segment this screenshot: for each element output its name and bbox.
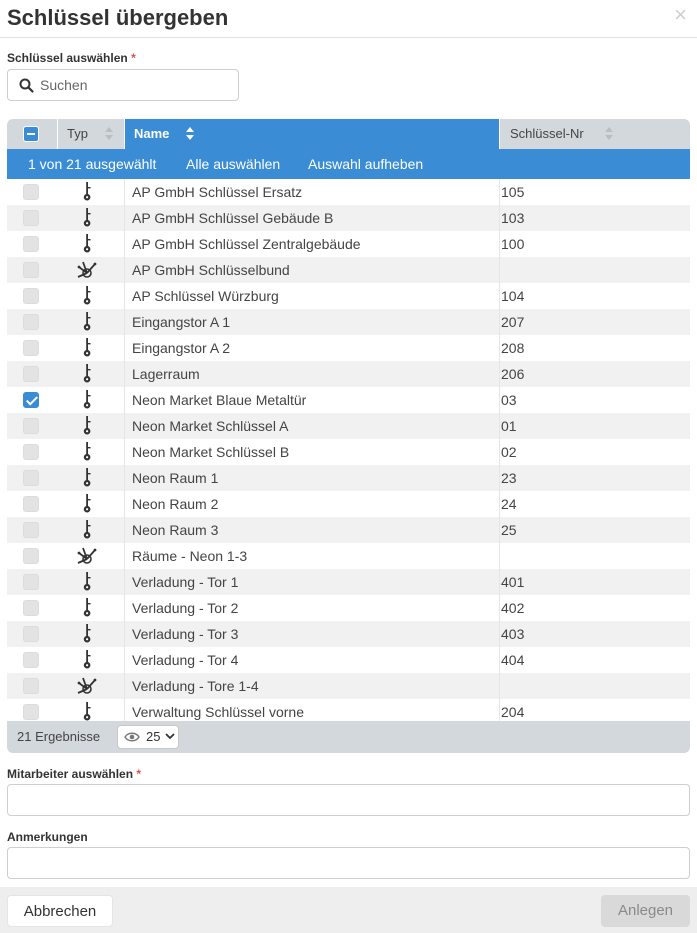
row-name: AP GmbH Schlüssel Zentralgebäude	[132, 236, 361, 252]
row-checkbox[interactable]	[23, 626, 39, 642]
row-number: 105	[501, 184, 525, 200]
row-number: 24	[501, 496, 517, 512]
column-divider	[499, 335, 500, 361]
employee-field[interactable]	[7, 784, 690, 816]
column-divider	[124, 283, 125, 309]
table-row[interactable]	[7, 361, 690, 387]
grid-footer	[7, 721, 690, 753]
row-name: Lagerraum	[132, 366, 200, 382]
column-divider	[124, 335, 125, 361]
key-icon	[73, 233, 103, 255]
page-size-select[interactable]	[117, 725, 179, 749]
row-checkbox[interactable]	[23, 314, 39, 330]
header-number-label: Schlüssel-Nr	[510, 126, 584, 141]
row-checkbox[interactable]	[23, 392, 39, 408]
column-divider	[499, 257, 500, 283]
dialog-title: Schlüssel übergeben	[7, 5, 229, 30]
row-number: 103	[501, 210, 525, 226]
close-icon[interactable]: ×	[674, 2, 687, 27]
result-count: 21 Ergebnisse	[17, 729, 101, 744]
column-divider	[499, 283, 500, 309]
required-mark: *	[131, 51, 136, 65]
row-number: 02	[501, 444, 517, 460]
table-row[interactable]	[7, 517, 690, 543]
row-name: Neon Raum 2	[132, 496, 219, 512]
row-name: Neon Raum 3	[132, 522, 219, 538]
column-divider	[499, 517, 500, 543]
column-divider	[499, 205, 500, 231]
key-icon	[73, 649, 103, 671]
row-name: Verladung - Tor 4	[132, 652, 239, 668]
row-checkbox[interactable]	[23, 470, 39, 486]
keys-grid	[7, 119, 690, 753]
table-row[interactable]	[7, 179, 690, 205]
notes-field[interactable]	[7, 847, 690, 879]
row-name: Verladung - Tor 2	[132, 600, 239, 616]
column-divider	[124, 361, 125, 387]
dialog-footer	[0, 887, 697, 933]
column-divider	[124, 465, 125, 491]
row-name: Neon Market Schlüssel B	[132, 444, 290, 460]
row-name: Eingangstor A 1	[132, 314, 231, 330]
column-divider	[124, 569, 125, 595]
row-checkbox[interactable]	[23, 184, 39, 200]
table-row[interactable]	[7, 621, 690, 647]
row-checkbox[interactable]	[23, 444, 39, 460]
table-row[interactable]	[7, 543, 690, 569]
header-name[interactable]	[124, 119, 499, 149]
column-divider	[499, 231, 500, 257]
key-icon	[73, 363, 103, 385]
row-name: Verladung - Tor 1	[132, 574, 239, 590]
key-icon	[73, 597, 103, 619]
table-row[interactable]	[7, 257, 690, 283]
key-icon	[73, 285, 103, 307]
row-name: AP GmbH Schlüsselbund	[132, 262, 290, 278]
header-type[interactable]	[57, 119, 124, 149]
column-divider	[124, 491, 125, 517]
key-icon	[73, 389, 103, 411]
table-row[interactable]	[7, 387, 690, 413]
key-select-label-text: Schlüssel auswählen	[7, 51, 128, 65]
table-row[interactable]	[7, 569, 690, 595]
select-all-link[interactable]: Alle auswählen	[186, 156, 281, 172]
row-name: Neon Market Schlüssel A	[132, 418, 289, 434]
row-name: AP Schlüssel Würzburg	[132, 288, 279, 304]
column-divider	[499, 673, 500, 699]
column-divider	[499, 647, 500, 673]
table-row[interactable]	[7, 465, 690, 491]
header-name-label: Name	[134, 126, 170, 141]
key-icon	[73, 701, 103, 723]
row-checkbox[interactable]	[23, 496, 39, 512]
table-row[interactable]	[7, 673, 690, 699]
column-divider	[499, 387, 500, 413]
column-divider	[499, 179, 500, 205]
row-number: 403	[501, 626, 525, 642]
column-divider	[499, 361, 500, 387]
key-icon	[73, 337, 103, 359]
keyring-icon	[73, 545, 103, 567]
column-divider	[124, 309, 125, 335]
table-row[interactable]	[7, 231, 690, 257]
column-divider	[499, 595, 500, 621]
column-divider	[499, 569, 500, 595]
key-icon	[73, 519, 103, 541]
row-checkbox[interactable]	[23, 704, 39, 720]
key-icon	[73, 415, 103, 437]
row-number: 402	[501, 600, 525, 616]
employee-label-text: Mitarbeiter auswählen	[7, 767, 134, 781]
cancel-button[interactable]: Abbrechen	[7, 895, 113, 927]
row-name: AP GmbH Schlüssel Gebäude B	[132, 210, 334, 226]
column-divider	[499, 465, 500, 491]
table-row[interactable]	[7, 283, 690, 309]
row-checkbox[interactable]	[23, 548, 39, 564]
table-row[interactable]	[7, 413, 690, 439]
table-row[interactable]	[7, 439, 690, 465]
notes-label	[7, 830, 88, 844]
column-divider	[499, 491, 500, 517]
row-number: 204	[501, 704, 525, 720]
key-icon	[73, 571, 103, 593]
column-divider	[124, 413, 125, 439]
key-icon	[73, 467, 103, 489]
table-row[interactable]	[7, 335, 690, 361]
key-icon	[73, 493, 103, 515]
row-number: 206	[501, 366, 525, 382]
column-divider	[124, 439, 125, 465]
notes-label-text: Anmerkungen	[7, 830, 88, 844]
row-name: Verladung - Tore 1-4	[132, 678, 259, 694]
column-divider	[124, 179, 125, 205]
column-divider	[124, 517, 125, 543]
grid-body	[7, 179, 690, 725]
search-input[interactable]	[40, 74, 232, 96]
create-button[interactable]: Anlegen	[601, 895, 690, 927]
key-icon	[73, 181, 103, 203]
column-divider	[124, 231, 125, 257]
search-box[interactable]	[7, 69, 239, 101]
row-number: 401	[501, 574, 525, 590]
column-divider	[499, 439, 500, 465]
selection-status: 1 von 21 ausgewählt	[28, 156, 157, 172]
row-name: Räume - Neon 1-3	[132, 548, 248, 564]
header-type-label: Typ	[67, 126, 88, 141]
row-checkbox[interactable]	[23, 262, 39, 278]
required-mark: *	[136, 767, 142, 781]
row-checkbox[interactable]	[23, 236, 39, 252]
column-divider	[124, 595, 125, 621]
key-icon	[73, 311, 103, 333]
chevron-down-icon	[165, 732, 175, 740]
key-select-label	[7, 51, 136, 65]
row-number: 208	[501, 340, 525, 356]
row-name: Neon Raum 1	[132, 470, 219, 486]
clear-selection-link[interactable]: Auswahl aufheben	[308, 156, 424, 172]
key-icon	[73, 623, 103, 645]
table-row[interactable]	[7, 309, 690, 335]
column-divider	[499, 309, 500, 335]
column-divider	[499, 543, 500, 569]
row-number: 404	[501, 652, 525, 668]
column-divider	[124, 387, 125, 413]
key-icon	[73, 207, 103, 229]
eye-icon	[124, 731, 140, 743]
column-divider	[499, 413, 500, 439]
key-icon	[73, 441, 103, 463]
row-number: 100	[501, 236, 525, 252]
table-row[interactable]	[7, 595, 690, 621]
row-checkbox[interactable]	[23, 652, 39, 668]
sort-icon	[605, 127, 613, 141]
column-divider	[124, 543, 125, 569]
search-icon	[19, 78, 34, 93]
row-number: 104	[501, 288, 525, 304]
keyring-icon	[73, 675, 103, 697]
header-select-cell	[7, 119, 57, 149]
row-checkbox[interactable]	[23, 418, 39, 434]
dialog-header	[0, 0, 697, 38]
row-name: Verwaltung Schlüssel vorne	[132, 704, 304, 720]
grid-header	[7, 119, 690, 149]
sort-icon	[186, 127, 194, 141]
row-name: AP GmbH Schlüssel Ersatz	[132, 184, 303, 200]
column-divider	[124, 205, 125, 231]
row-checkbox[interactable]	[23, 574, 39, 590]
row-checkbox[interactable]	[23, 522, 39, 538]
column-divider	[124, 621, 125, 647]
row-checkbox[interactable]	[23, 340, 39, 356]
row-checkbox[interactable]	[23, 288, 39, 304]
row-name: Verladung - Tor 3	[132, 626, 239, 642]
employee-label	[7, 767, 141, 781]
table-row[interactable]	[7, 491, 690, 517]
page-size-value: 25	[146, 729, 161, 744]
table-row[interactable]	[7, 205, 690, 231]
table-row[interactable]	[7, 647, 690, 673]
selection-bar	[7, 149, 690, 179]
row-checkbox[interactable]	[23, 210, 39, 226]
column-divider	[499, 621, 500, 647]
row-number: 03	[501, 392, 517, 408]
keyring-icon	[73, 259, 103, 281]
row-name: Neon Market Blaue Metaltür	[132, 392, 307, 408]
row-number: 01	[501, 418, 517, 434]
row-checkbox[interactable]	[23, 678, 39, 694]
row-number: 23	[501, 470, 517, 486]
header-number[interactable]	[499, 119, 690, 149]
sort-icon	[105, 127, 113, 141]
row-number: 207	[501, 314, 525, 330]
select-all-checkbox[interactable]	[23, 126, 39, 142]
row-name: Eingangstor A 2	[132, 340, 231, 356]
row-checkbox[interactable]	[23, 600, 39, 616]
row-number: 25	[501, 522, 517, 538]
column-divider	[124, 257, 125, 283]
column-divider	[124, 673, 125, 699]
row-checkbox[interactable]	[23, 366, 39, 382]
column-divider	[124, 647, 125, 673]
